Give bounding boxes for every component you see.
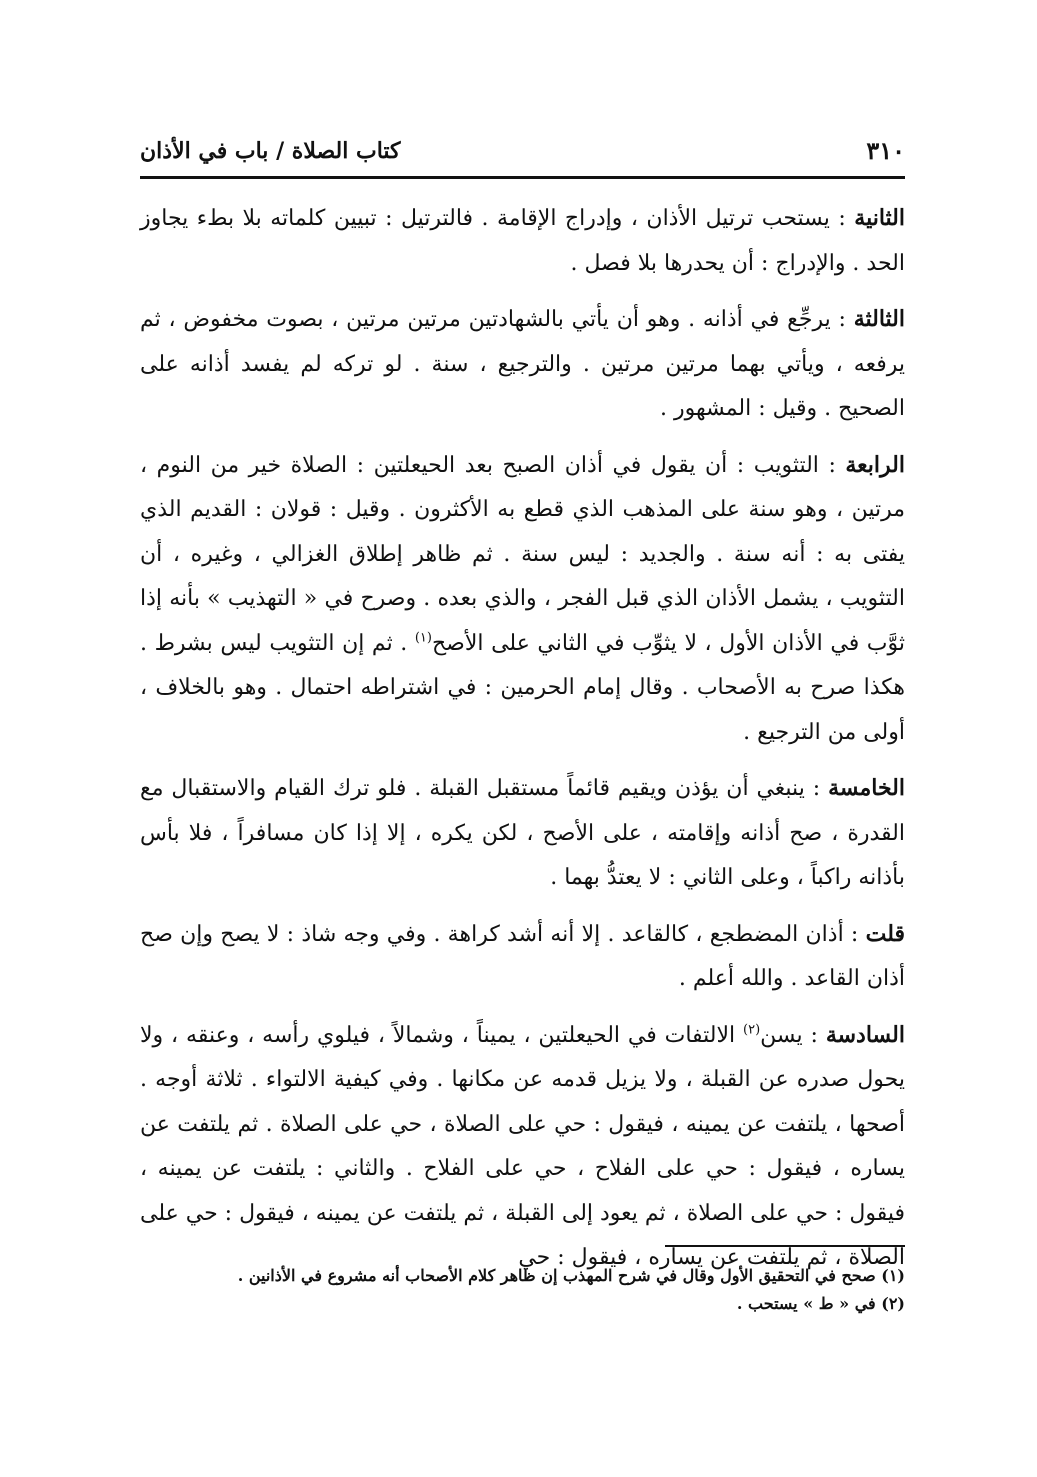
paragraph-heading: قلت xyxy=(865,920,905,947)
paragraph-heading: الخامسة xyxy=(828,775,905,801)
paragraph-text: : التثويب : أن يقول في أذان الصبح بعد الحيعلتين : الصلاة خير من النوم ، مرتين ، وهو سنة على المذهب الذي قطع به الأكثرون . وقيل : قولان : القديم الذي يفتى به : أنه سنة . والجديد : ليس سنة . ثم ظاهر إطلاق الغزالي ، وغيره ، أن التثويب ، يشمل الأذان الذي قبل الفجر ، والذي بعده . وصرح في « التهذيب » بأنه إذا ثوَّب في الأذان الأول ، لا يثوِّب في الثاني على الأصح xyxy=(140,452,905,656)
chapter-title: كتاب الصلاة / باب في الأذان xyxy=(140,138,401,164)
body-text xyxy=(140,196,905,1292)
paragraph-third xyxy=(140,297,905,432)
paragraph-text-continued: الالتفات في الحيعلتين ، يميناً ، وشمالاً ، فيلوي رأسه ، وعنقه ، ولا يحول صدره عن القبلة ، ولا يزيل قدمه عن مكانها . وفي كيفية الالتواء . ثلاثة أوجه . أصحها ، يلتفت عن يمينه ، فيقول : حي على الصلاة ، حي على الصلاة . ثم يلتفت عن يساره ، فيقول : حي على الفلاح ، حي على الفلاح . والثاني : يلتفت عن يمينه ، فيقول : حي على الصلاة ، ثم يعود إلى القبلة ، ثم يلتفت عن يمينه ، فيقول : حي على الصلاة ، ثم يلتفت عن يساره ، فيقول : حي xyxy=(140,1022,905,1270)
header-divider xyxy=(140,176,905,179)
paragraph-heading: السادسة xyxy=(825,1021,905,1048)
paragraph-heading: الرابعة xyxy=(845,451,905,478)
paragraph-heading: الثانية xyxy=(854,205,905,231)
paragraph-text: : أذان المضطجع ، كالقاعد . إلا أنه أشد كراهة . وفي وجه شاذ : لا يصح وإن صح أذان القاعد . والله أعلم . xyxy=(140,921,905,991)
footnotes xyxy=(140,1262,905,1318)
paragraph-text: : يرجِّع في أذانه . وهو أن يأتي بالشهادتين مرتين مرتين ، بصوت مخفوض ، ثم يرفعه ، ويأتي بهما مرتين مرتين . والترجيع ، سنة . لو تركه لم يفسد أذانه على الصحيح . وقيل : المشهور . xyxy=(140,307,905,421)
page-number: ٣١٠ xyxy=(866,136,905,165)
footnote-marker: (١) xyxy=(414,630,432,646)
paragraph-text: : ينبغي أن يؤذن ويقيم قائماً مستقبل القبلة . فلو ترك القيام والاستقبال مع القدرة ، صح أذانه وإقامته ، على الأصح ، لكن يكره ، إلا إذا كان مسافراً ، فلا بأس بأذانه راكباً ، وعلى الثاني : لا يعتدُّ بهما . xyxy=(140,776,905,890)
paragraph-text: : يسن xyxy=(760,1022,826,1048)
paragraph-sixth xyxy=(140,1013,905,1281)
paragraph-second xyxy=(140,196,905,286)
paragraph-text: : يستحب ترتيل الأذان ، وإدراج الإقامة . فالترتيل : تبيين كلماته بلا بطء يجاوز الحد . والإدراج : أن يحدرها بلا فصل . xyxy=(140,206,905,276)
running-header xyxy=(140,136,905,176)
paragraph-heading: الثالثة xyxy=(853,306,905,332)
footnote-2: (٢) في « ط » يستحب . xyxy=(736,1294,905,1313)
paragraph-note xyxy=(140,912,905,1002)
paragraph-fifth xyxy=(140,766,905,901)
paragraph-fourth xyxy=(140,443,905,756)
paragraph-text-continued: . ثم إن التثويب ليس بشرط . هكذا صرح به الأصحاب . وقال إمام الحرمين : في اشتراطه احتمال . وهو بالخلاف ، أولى من الترجيع . xyxy=(140,630,905,745)
footnote-1: (١) صحح في التحقيق الأول وقال في شرح المهذب إن ظاهر كلام الأصحاب أنه مشروع في الأذانين . xyxy=(237,1266,905,1285)
footnote-marker: (٢) xyxy=(743,1022,761,1038)
footnote-divider xyxy=(665,1245,905,1247)
